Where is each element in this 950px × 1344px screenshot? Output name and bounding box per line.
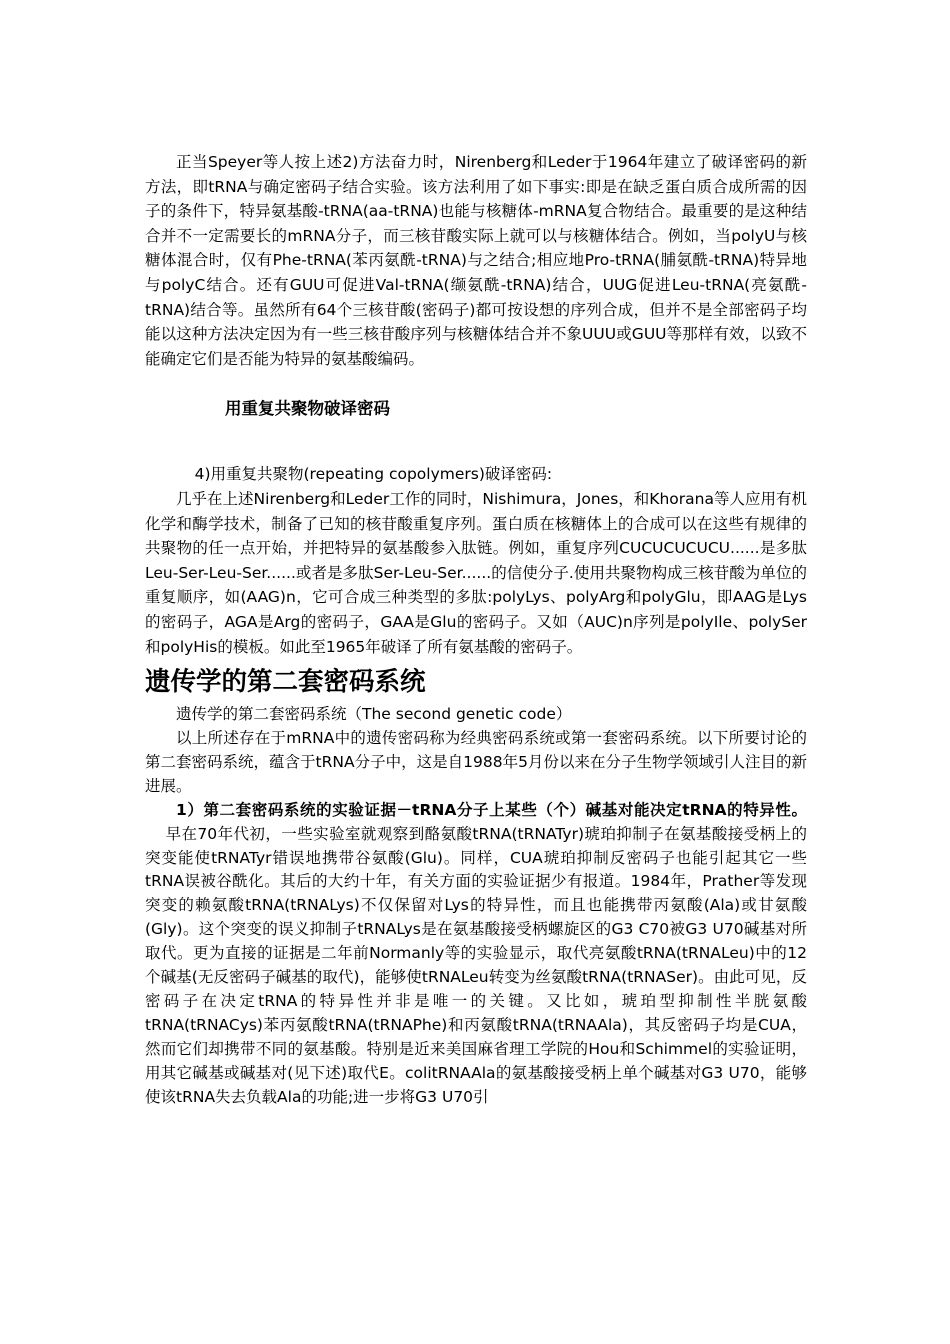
evidence-bold-lead: 1）第二套密码系统的实验证据－tRNA分子上某些（个）碱基对能决定tRNA的特异性。 [176,800,807,819]
document-page [145,148,807,1110]
paragraph-second-code-title: 遗传学的第二套密码系统（The second genetic code） [176,705,572,724]
section-subheading: 用重复共聚物破译密码 [225,399,390,419]
evidence-body: 早在70年代初，一些实验室就观察到酪氨酸tRNA(tRNATyr)琥珀抑制子在氨基酸接受柄上的突变能使tRNATyr错误地携带谷氨酸(Glu)。同样，CUA琥珀抑制反密码子也能引起其它一些tRNA误被谷酰化。其后的大约十年，有关方面的实验证据少有报道。1984年，Prather等发现突变的赖氨酸tRNA(tRNALys)不仅保留对Lys的特异性，而且也能携带丙氨酸(Ala)或甘氨酸(Gly)。这个突变的误义抑制子tRNALys是在氨基酸接受柄螺旋区的G3 C70被G3 U70碱基对所取代。更为直接的证据是二年前Normanly等的实验显示，取代亮氨酸tRNA(tRNALeu)中的12个碱基(无反密码子碱基的取代)，能够使tRNALeu转变为丝氨酸tRNA(tRNASer)。由此可见，反密码子在决定tRNA的特异性并非是唯一的关键。又比如，琥珀型抑制性半胱氨酸tRNA(tRNACys)苯丙氨酸tRNA(tRNAPhe)和丙氨酸tRNA(tRNAAla)，其反密码子均是CUA，然而它们却携带不同的氨基酸。特别是近来美国麻省理工学院的Hou和Schimmel的实验证明，用其它碱基或碱基对(见下述)取代E。colitRNAAla的氨基酸接受柄上单个碱基对G3 U70，能够使该tRNA失去负载Ala的功能;进一步将G3 U70引 [145,824,807,1106]
paragraph-second-code-intro: 以上所述存在于mRNA中的遗传密码称为经典密码系统或第一套密码系统。以下所要讨论的第二套密码系统，蕴含于tRNA分子中，这是自1988年5月份以来在分子生物学领域引人注目的新进展。 [145,729,807,795]
paragraph-experimental-evidence [145,799,807,1110]
paragraph-repeating-copolymers-intro: 4)用重复共聚物(repeating copolymers)破译密码: [194,465,553,484]
section-heading-second-code: 遗传学的第二套密码系统 [145,667,426,698]
paragraph-khorana: 几乎在上述Nirenberg和Leder工作的同时，Nishimura，Jones，和Khorana等人应用有机化学和酶学技术，制备了已知的核苷酸重复序列。蛋白质在核糖体上的合成可以在这些有规律的共聚物的任一点开始，并把特异的氨基酸参入肽链。例如，重复序列CUCUCUCUCU......是多肽Leu-Ser-Leu-Ser......或者是多肽Ser-Leu-Ser......的信使分子.使用共聚物构成三核苷酸为单位的重复顺序，如(AAG)n，它可合成三种类型的多肽:polyLys、polyArg和polyGlu，即AAG是Lys的密码子，AGA是Arg的密码子，GAA是Glu的密码子。又如（AUC)n序列是polyIle、polySer和polyHis的模板。如此至1965年破译了所有氨基酸的密码子。 [145,489,807,656]
paragraph-nirenberg-leder: 正当Speyer等人按上述2)方法奋力时，Nirenberg和Leder于1964年建立了破译密码的新方法，即tRNA与确定密码子结合实验。该方法利用了如下事实:即是在缺乏蛋白质合成所需的因子的条件下，特异氨基酸-tRNA(aa-tRNA)也能与核糖体-mRNA复合物结合。最重要的是这种结合并不一定需要长的mRNA分子，而三核苷酸实际上就可以与核糖体结合。例如，当polyU与核糖体混合时，仅有Phe-tRNA(苯丙氨酰-tRNA)与之结合;相应地Pro-tRNA(脯氨酰-tRNA)特异地与polyC结合。还有GUU可促进Val-tRNA(缬氨酰-tRNA)结合，UUG促进Leu-tRNA(亮氨酰-tRNA)结合等。虽然所有64个三核苷酸(密码子)都可按设想的序列合成，但并不是全部密码子均能以这种方法决定因为有一些三核苷酸序列与核糖体结合并不象UUU或GUU等那样有效，以致不能确定它们是否能为特异的氨基酸编码。 [145,153,807,368]
